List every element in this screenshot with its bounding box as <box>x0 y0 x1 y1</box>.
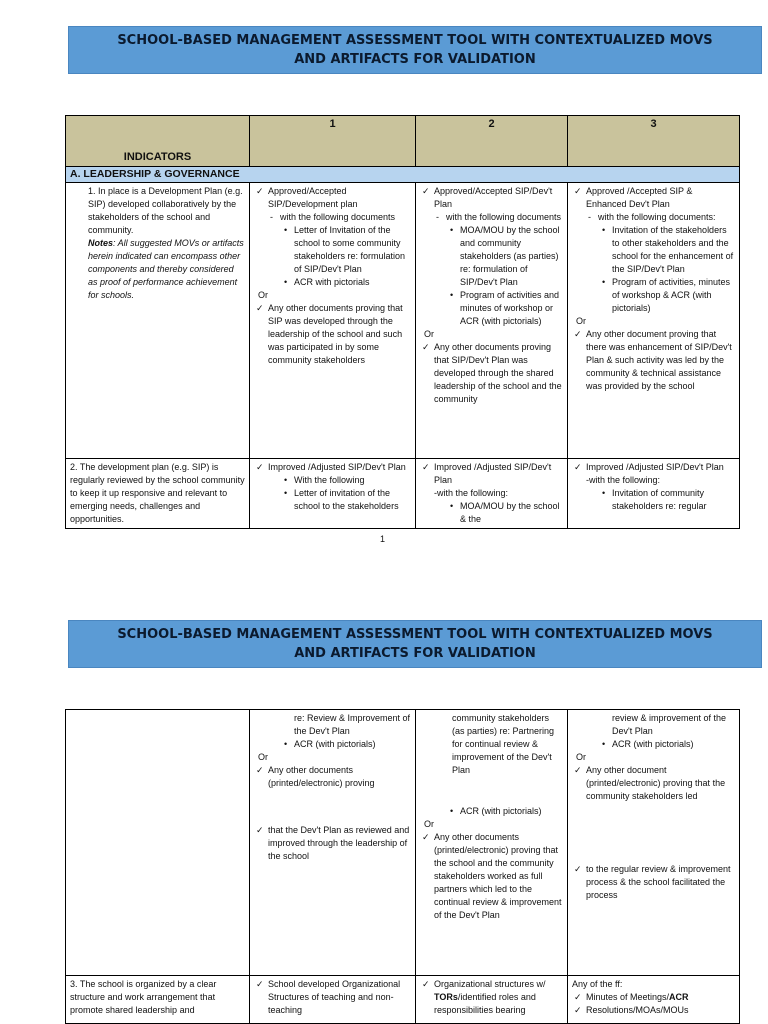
check-item: ✓ that the Dev't Plan as reviewed and improved through the leadership of the school <box>254 824 411 863</box>
bullet-item: • MOA/MOU by the school & the <box>420 500 563 526</box>
check-item: ✓ Any other documents (printed/electronic) proving that the school and the community stakeholders worked as full partners which led to the continual review & improvement of the Dev't Plan <box>420 831 563 922</box>
check-item: ✓ Any other document proving that there was enhancement of SIP/Dev't Plan & such activity was led by the community & technical assistance was provided by the school <box>572 328 735 393</box>
document-title-banner <box>68 26 762 74</box>
check-item: ✓ to the regular review & improvement process & the school facilitated the process <box>572 863 735 902</box>
dash-item: - with the following documents <box>420 211 563 224</box>
check-item <box>572 991 735 1004</box>
title-line-1: SCHOOL-BASED MANAGEMENT ASSESSMENT TOOL WITH CONTEXTUALIZED MOVS <box>117 33 713 48</box>
list-item: -with the following: <box>586 475 661 485</box>
text: /identified roles and responsibilities bearing <box>434 992 536 1015</box>
or-label: Or <box>424 329 434 339</box>
table-row <box>66 976 740 1024</box>
header-col-2: 2 <box>416 116 568 167</box>
check-item: ✓ Any other documents (printed/electronic) proving <box>254 764 411 790</box>
indicator-cell <box>66 183 250 459</box>
list-item: community stakeholders (as parties) re: Partnering for continual review & improvement of the Dev't Plan <box>452 713 555 775</box>
bullet-item: • Program of activities, minutes of workshop & ACR (with pictorials) <box>572 276 735 315</box>
title-line-1: SCHOOL-BASED MANAGEMENT ASSESSMENT TOOL WITH CONTEXTUALIZED MOVS <box>117 627 713 642</box>
level-2-cell <box>416 710 568 976</box>
table-row <box>66 710 740 976</box>
or-label: Or <box>258 290 268 300</box>
check-item <box>420 978 563 1017</box>
assessment-table-page-1 <box>65 115 740 529</box>
level-1-cell <box>250 459 416 529</box>
bullet-item: • Program of activities and minutes of workshop or ACR (with pictorials) <box>420 289 563 328</box>
section-row <box>66 167 740 183</box>
indicator-cell <box>66 710 250 976</box>
check-item: ✓ Any other documents proving that SIP/Dev't Plan was developed through the shared leadership of the school and the community <box>420 341 563 406</box>
or-label: Or <box>576 316 586 326</box>
level-2-cell <box>416 183 568 459</box>
indicator-cell: 3. The school is organized by a clear structure and work arrangement that promote shared leadership and <box>66 976 250 1024</box>
or-label: Or <box>424 819 434 829</box>
indicator-cell: 2. The development plan (e.g. SIP) is regularly reviewed by the school community to keep it up responsive and relevant to emerging needs, challenges and opportunities. <box>66 459 250 529</box>
check-item: ✓ Approved/Accepted SIP/Development plan <box>254 185 411 211</box>
level-2-cell <box>416 459 568 529</box>
level-3-cell <box>568 976 740 1024</box>
list-item: -with the following: <box>434 488 509 498</box>
check-item: ✓ Any other documents proving that SIP was developed through the leadership of the school and such was participated in by some community stakeholders <box>254 302 411 367</box>
check-item: ✓ Approved/Accepted SIP/Dev't Plan <box>420 185 563 211</box>
check-item: ✓ Improved /Adjusted SIP/Dev't Plan <box>572 461 735 474</box>
table-row <box>66 183 740 459</box>
bullet-item: • Invitation of the stakeholders to other stakeholders and the school for the enhancement of the SIP/Dev't Plan <box>572 224 735 276</box>
level-3-cell <box>568 183 740 459</box>
text-bold: ACR <box>669 992 689 1002</box>
header-indicators: INDICATORS <box>66 116 250 167</box>
bullet-item: • ACR with pictorials <box>254 276 411 289</box>
text: Organizational structures w/ <box>434 979 546 989</box>
check-item: ✓ Resolutions/MOAs/MOUs <box>572 1004 735 1017</box>
text: Minutes of Meetings/ <box>586 992 670 1002</box>
check-item: ✓ Any other document (printed/electronic) proving that the community stakeholders led <box>572 764 735 803</box>
title-line-2: AND ARTIFACTS FOR VALIDATION <box>294 52 536 67</box>
check-item: ✓ Improved /Adjusted SIP/Dev't Plan <box>254 461 411 474</box>
bullet-item: • Invitation of community stakeholders re: regular <box>572 487 735 513</box>
level-1-cell <box>250 710 416 976</box>
notes-body: : All suggested MOVs or artifacts herein indicated can encompass other components and thereby considered as proof of performance achievement for schools. <box>88 238 244 300</box>
level-2-cell <box>416 976 568 1024</box>
indicator-text: 1. In place is a Development Plan (e.g. SIP) developed collaboratively by the stakeholders of the school and community. <box>88 186 243 235</box>
bullet-item: • ACR (with pictorials) <box>572 738 735 751</box>
assessment-table-page-2 <box>65 709 740 1024</box>
document-title-banner-page-2 <box>68 620 762 668</box>
bullet-item: • ACR (with pictorials) <box>420 805 563 818</box>
text-bold: TORs <box>434 992 458 1002</box>
header-col-1: 1 <box>250 116 416 167</box>
level-3-cell <box>568 459 740 529</box>
check-item: ✓ Approved /Accepted SIP & Enhanced Dev't Plan <box>572 185 735 211</box>
list-heading: Any of the ff: <box>572 979 623 989</box>
dash-item: - with the following documents: <box>572 211 735 224</box>
or-label: Or <box>576 752 586 762</box>
dash-item: - with the following documents <box>254 211 411 224</box>
bullet-item: • With the following <box>254 474 411 487</box>
level-3-cell <box>568 710 740 976</box>
header-col-3: 3 <box>568 116 740 167</box>
title-line-2: AND ARTIFACTS FOR VALIDATION <box>294 646 536 661</box>
level-1-cell <box>250 976 416 1024</box>
bullet-item: • Letter of invitation of the school to the stakeholders <box>254 487 411 513</box>
bullet-item: • Letter of Invitation of the school to some community stakeholders re: formulation of SIP/Dev't Plan <box>254 224 411 276</box>
table-header-row <box>66 116 740 167</box>
section-title: A. LEADERSHIP & GOVERNANCE <box>66 167 740 183</box>
check-item: ✓ Improved /Adjusted SIP/Dev't Plan <box>420 461 563 487</box>
check-item: ✓ School developed Organizational Structures of teaching and non-teaching <box>254 978 411 1017</box>
table-row <box>66 459 740 529</box>
level-1-cell <box>250 183 416 459</box>
page-number: 1 <box>380 534 386 544</box>
bullet-item: • ACR (with pictorials) <box>254 738 411 751</box>
list-item: review & improvement of the Dev't Plan <box>612 713 727 736</box>
notes-text <box>88 237 245 302</box>
bullet-item: • MOA/MOU by the school and community stakeholders (as parties) re: formulation of SIP/Dev't Plan <box>420 224 563 289</box>
notes-label: Notes <box>88 238 114 248</box>
list-item: re: Review & Improvement of the Dev't Plan <box>294 713 411 736</box>
or-label: Or <box>258 752 268 762</box>
